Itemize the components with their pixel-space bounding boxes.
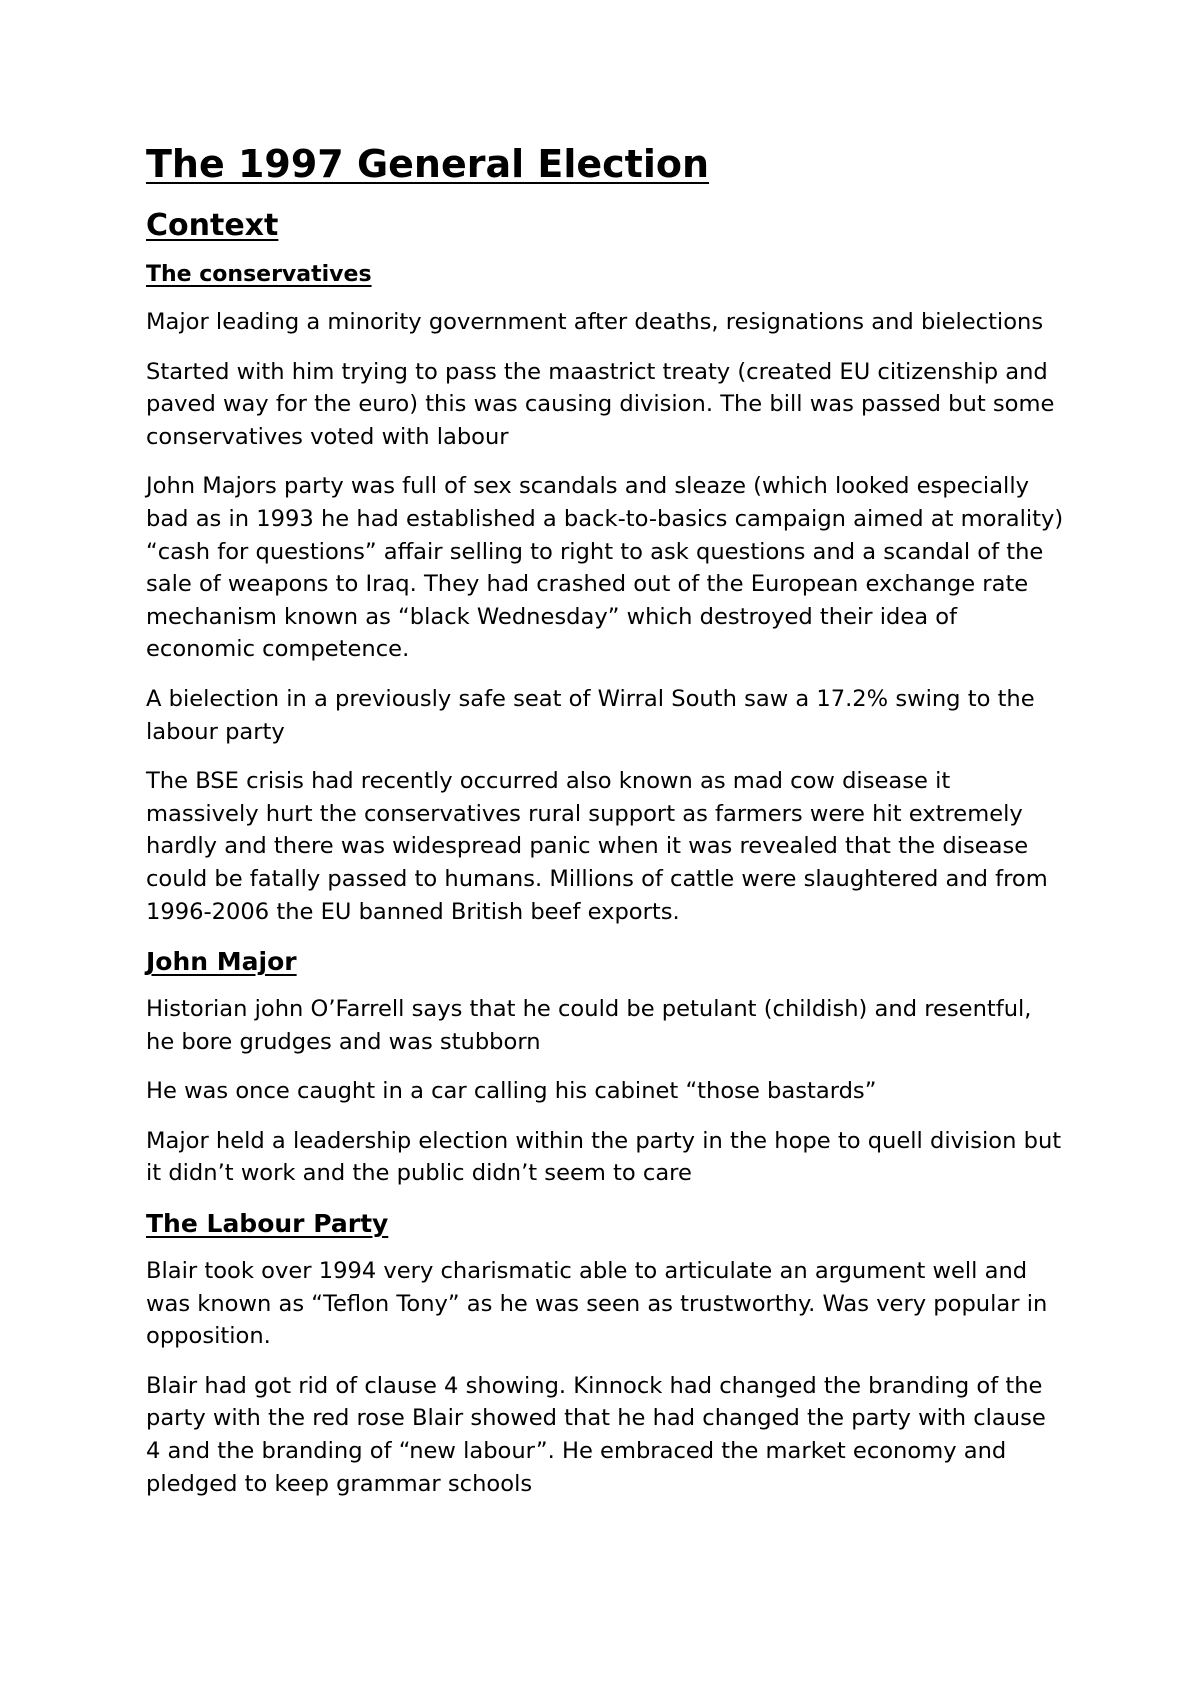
paragraph: Blair had got rid of clause 4 showing. Kinnock had changed the branding of the party with the red rose Blair showed that he had changed the party with clause 4 and the branding of “new labour”. He embraced the market economy and pledged to keep grammar schools — [146, 1372, 1046, 1497]
paragraph: The BSE crisis had recently occurred also known as mad cow disease it massively hurt the conservatives rural support as farmers were hit extremely hardly and there was widespread panic when it was revealed that the disease could be fatally passed to humans. Millions of cattle were slaughtered and from 1996-2006 the EU banned British beef exports. — [146, 768, 1048, 925]
paragraph: A bielection in a previously safe seat of Wirral South saw a 17.2% swing to the labour party — [146, 685, 1035, 745]
section-heading-context: Context — [146, 208, 279, 243]
paragraph: John Majors party was full of sex scandals and sleaze (which looked especially bad as in 1993 he had established a back-to-basics campaign aimed at morality) “cash for questions” affair selling to right to ask questions and a scandal of the sale of weapons to Iraq. They had crashed out of the European exchange rate mechanism known as “black Wednesday” which destroyed their idea of economic competence. — [146, 473, 1064, 663]
paragraph: He was once caught in a car calling his cabinet “those bastards” — [146, 1078, 877, 1105]
paragraph: Started with him trying to pass the maastrict treaty (created EU citizenship and paved way for the euro) this was causing division. The bill was passed but some conservatives voted with labour — [146, 358, 1055, 450]
paragraph: Major leading a minority government after deaths, resignations and bielections — [146, 309, 1044, 335]
paragraph: Blair took over 1994 very charismatic able to articulate an argument well and was known as “Teflon Tony” as he was seen as trustworthy. Was very popular in opposition. — [146, 1258, 1048, 1350]
heading-labour-party: The Labour Party — [146, 1209, 389, 1239]
heading-john-major: John Major — [146, 947, 297, 977]
document-title: The 1997 General Election — [146, 142, 710, 186]
paragraph: Major held a leadership election within the party in the hope to quell division but it didn’t work and the public didn’t seem to care — [146, 1127, 1062, 1187]
subsection-heading-conservatives: The conservatives — [146, 262, 372, 287]
paragraph: Historian john O’Farrell says that he could be petulant (childish) and resentful, he bore grudges and was stubborn — [146, 996, 1032, 1055]
